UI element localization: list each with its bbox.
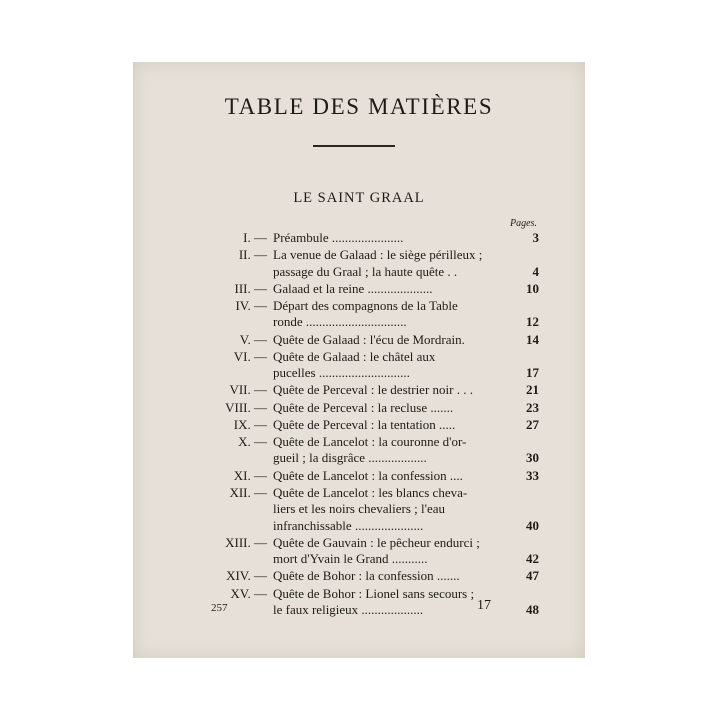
entry-page-number: 40 <box>526 517 539 533</box>
entry-number: XIII. — <box>225 534 267 550</box>
entry-text-line: Quête de Gauvain : le pêcheur endurci ; <box>273 534 480 550</box>
entry-number: X. — <box>238 434 267 449</box>
entry-text-line: liers et les noirs chevaliers ; l'eau <box>273 501 446 517</box>
entry-number: II. — <box>238 247 267 263</box>
entry-number: IX. — <box>233 416 267 432</box>
entry-page-number: 27 <box>526 416 539 432</box>
entry-text-line: Quête de Lancelot : la couronne d'or- <box>273 434 467 449</box>
entry-number: IV. — <box>235 298 267 313</box>
page-number: 17 <box>477 598 491 613</box>
entry-text-line: Quête de Lancelot : les blancs cheva- <box>273 484 468 500</box>
entry-page-number: 4 <box>532 263 539 279</box>
pages-column-label: Pages. <box>510 218 537 229</box>
entry-text-line: Quête de Bohor : Lionel sans secours ; <box>273 585 475 601</box>
entry-page-number: 12 <box>526 314 539 330</box>
entry-text-line: Quête de Bohor : la confession ....... <box>273 568 460 584</box>
entry-number: VIII. — <box>225 399 267 415</box>
entry-page-number: 42 <box>526 551 539 567</box>
entry-page-number: 14 <box>526 331 539 347</box>
entry-text-line: La venue de Galaad : le siège périlleux ; <box>273 247 483 263</box>
book-page <box>133 62 585 658</box>
entry-number: XII. — <box>229 484 267 500</box>
entry-page-number: 23 <box>526 399 539 415</box>
entry-text-line: Départ des compagnons de la Table <box>273 298 458 313</box>
title-rule <box>313 145 395 147</box>
entry-text-line: le faux religieux ................... <box>273 602 424 617</box>
entry-number: VII. — <box>229 382 267 398</box>
entry-text-line: Quête de Perceval : la recluse ....... <box>273 399 454 415</box>
entry-number: XIV. — <box>226 568 267 584</box>
entry-page-number: 3 <box>532 230 539 245</box>
entry-text-line: pucelles ............................ <box>273 365 410 381</box>
entry-number: XI. — <box>233 467 267 483</box>
section-title: LE SAINT GRAAL <box>293 190 425 206</box>
entry-text-line: Galaad et la reine .................... <box>273 280 433 296</box>
entry-page-number: 47 <box>526 568 539 584</box>
page-title: TABLE DES MATIÈRES <box>224 94 494 119</box>
entry-page-number: 48 <box>526 602 539 617</box>
entry-page-number: 30 <box>526 450 539 466</box>
entry-page-number: 21 <box>526 382 539 398</box>
entry-text-line: infranchissable ..................... <box>273 517 424 533</box>
entry-page-number: 33 <box>526 467 539 483</box>
entry-text-line: Quête de Lancelot : la confession .... <box>273 467 463 483</box>
entry-text-line: Quête de Galaad : le châtel aux <box>273 348 436 364</box>
entry-text-line: ronde ............................... <box>273 314 407 330</box>
entry-text-line: mort d'Yvain le Grand ........... <box>273 551 428 567</box>
entry-page-number: 10 <box>526 280 539 296</box>
entry-text-line: Quête de Perceval : la tentation ..... <box>273 416 456 432</box>
entry-number: XV. — <box>230 585 267 601</box>
signature-mark: 257 <box>211 602 228 614</box>
entry-number: III. — <box>234 280 267 296</box>
entry-text-line: Quête de Perceval : le destrier noir . . . <box>273 382 473 398</box>
entry-text-line: passage du Graal ; la haute quête . . <box>273 263 458 279</box>
entry-number: I. — <box>243 230 267 245</box>
entry-number: VI. — <box>233 348 267 364</box>
entry-text-line: Quête de Galaad : l'écu de Mordrain. <box>273 331 465 347</box>
entry-number: V. — <box>239 331 267 347</box>
entry-text-line: gueil ; la disgrâce .................. <box>273 450 427 466</box>
entry-page-number: 17 <box>526 365 539 381</box>
entry-text-line: Préambule ...................... <box>273 230 404 245</box>
